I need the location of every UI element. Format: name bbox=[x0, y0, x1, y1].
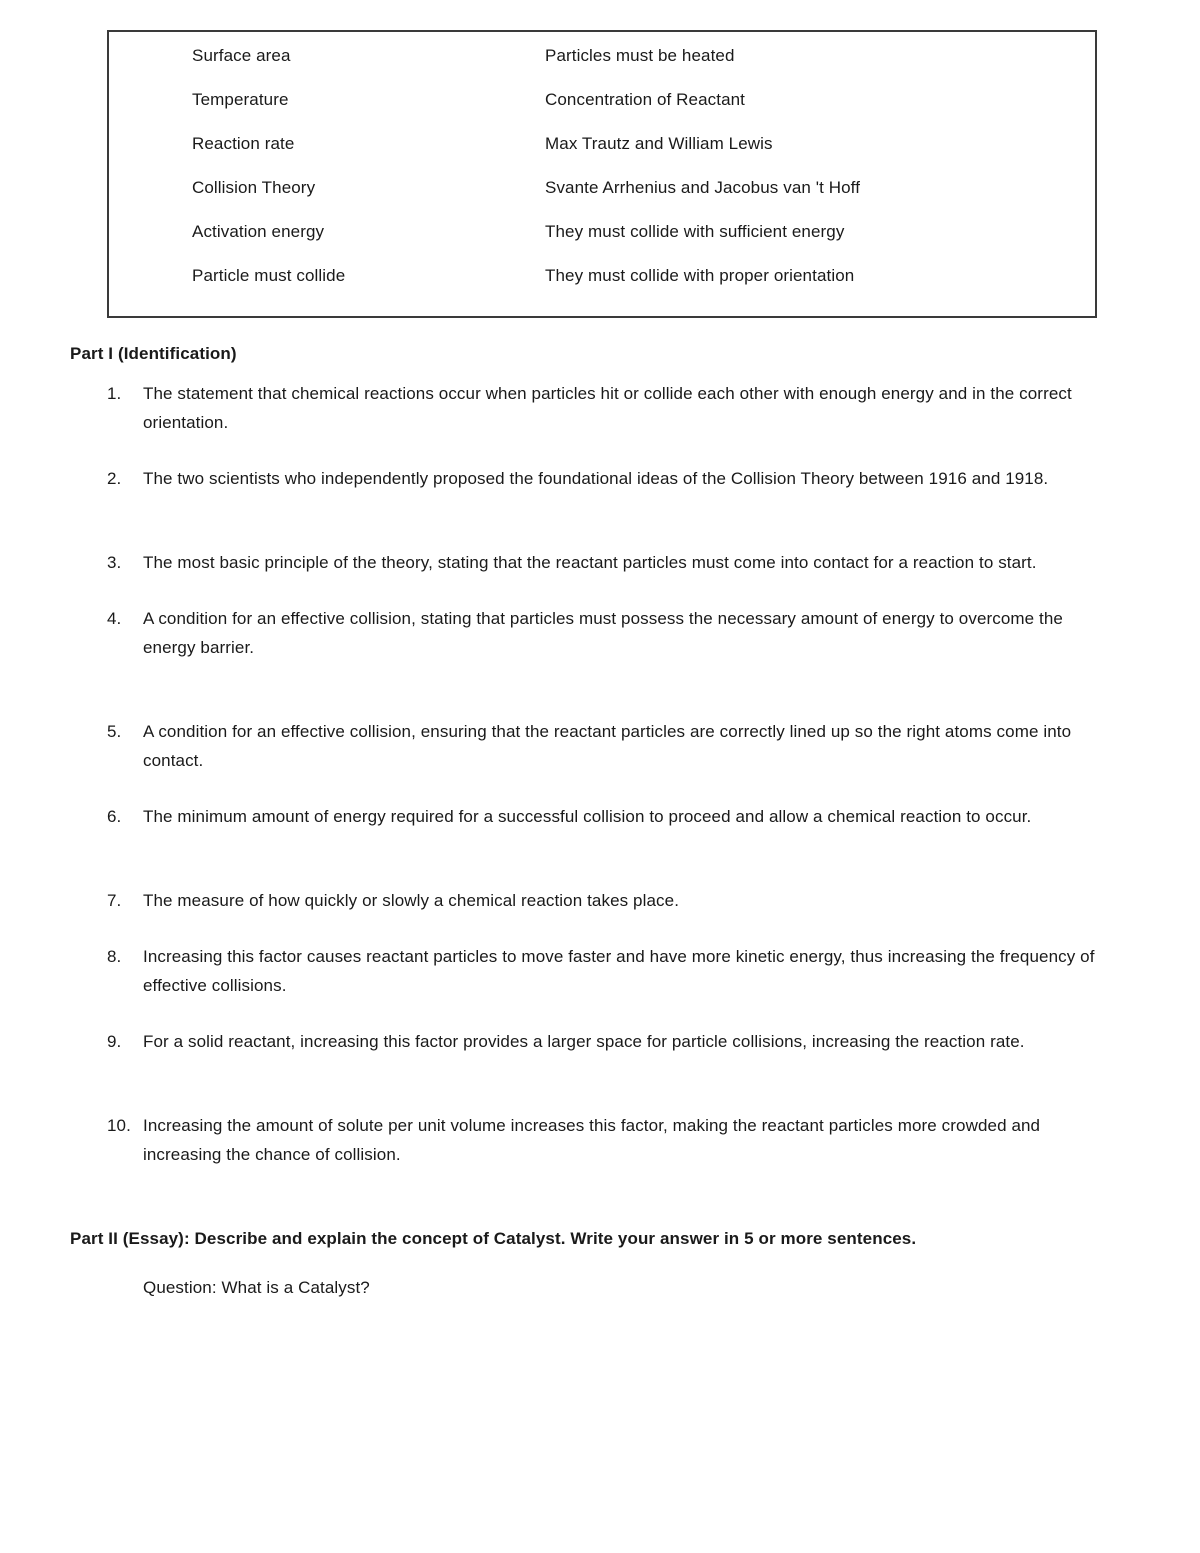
question-number: 8. bbox=[107, 947, 122, 966]
question-text: The measure of how quickly or slowly a chemical reaction takes place. bbox=[143, 891, 680, 910]
question-number: 10. bbox=[107, 1116, 131, 1135]
word-bank-item: Particle must collide bbox=[192, 266, 346, 285]
word-bank-row bbox=[109, 34, 1095, 78]
word-bank-item: They must collide with sufficient energy bbox=[545, 222, 845, 241]
word-bank-item: Surface area bbox=[192, 46, 291, 65]
question-item-5 bbox=[107, 717, 1117, 775]
question-text: Increasing this factor causes reactant particles to move faster and have more kinetic energy, thus increasing the frequency of effective collisions. bbox=[143, 947, 1095, 995]
question-item-3 bbox=[107, 548, 1117, 577]
word-bank-item: Concentration of Reactant bbox=[545, 90, 746, 109]
question-text: The statement that chemical reactions occur when particles hit or collide each other with enough energy and in the correct orientation. bbox=[143, 384, 1072, 432]
question-number: 1. bbox=[107, 384, 122, 403]
word-bank-item: Svante Arrhenius and Jacobus van 't Hoff bbox=[545, 178, 861, 197]
question-number: 7. bbox=[107, 891, 122, 910]
word-bank-item: Max Trautz and William Lewis bbox=[545, 134, 773, 153]
word-bank-row bbox=[109, 122, 1095, 166]
question-item-7 bbox=[107, 886, 1117, 915]
word-bank-row bbox=[109, 254, 1095, 298]
word-bank-item: They must collide with proper orientation bbox=[545, 266, 855, 285]
question-text: For a solid reactant, increasing this factor provides a larger space for particle collisions, increasing the reaction rate. bbox=[143, 1032, 1025, 1051]
part2-heading: Part II (Essay): Describe and explain the concept of Catalyst. Write your answer in 5 or more sentences. bbox=[70, 1229, 917, 1248]
question-text: Increasing the amount of solute per unit volume increases this factor, making the reactant particles more crowded and increasing the chance of collision. bbox=[143, 1116, 1041, 1164]
question-number: 4. bbox=[107, 609, 122, 628]
question-item-10 bbox=[107, 1111, 1117, 1169]
question-item-6 bbox=[107, 802, 1117, 831]
essay-question: Question: What is a Catalyst? bbox=[143, 1278, 370, 1297]
word-bank-item: Reaction rate bbox=[192, 134, 295, 153]
word-bank-item: Temperature bbox=[192, 90, 289, 109]
question-number: 9. bbox=[107, 1032, 122, 1051]
word-bank-row bbox=[109, 78, 1095, 122]
part1-heading: Part I (Identification) bbox=[70, 344, 237, 363]
word-bank-item: Particles must be heated bbox=[545, 46, 735, 65]
question-item-1 bbox=[107, 379, 1117, 437]
word-bank-row bbox=[109, 166, 1095, 210]
question-item-4 bbox=[107, 604, 1117, 662]
question-number: 5. bbox=[107, 722, 122, 741]
question-item-8 bbox=[107, 942, 1117, 1000]
question-number: 3. bbox=[107, 553, 122, 572]
question-number: 2. bbox=[107, 469, 122, 488]
question-list bbox=[107, 379, 1117, 1169]
word-bank-item: Collision Theory bbox=[192, 178, 316, 197]
question-text: A condition for an effective collision, stating that particles must possess the necessary amount of energy to overcome the energy barrier. bbox=[143, 609, 1063, 657]
question-text: The most basic principle of the theory, stating that the reactant particles must come into contact for a reaction to start. bbox=[143, 553, 1037, 572]
question-number: 6. bbox=[107, 807, 122, 826]
question-item-9 bbox=[107, 1027, 1117, 1056]
question-text: A condition for an effective collision, ensuring that the reactant particles are correctly lined up so the right atoms come into contact. bbox=[143, 722, 1072, 770]
question-item-2 bbox=[107, 464, 1117, 493]
word-bank-box bbox=[107, 30, 1097, 318]
question-text: The two scientists who independently proposed the foundational ideas of the Collision Theory between 1916 and 1918. bbox=[143, 469, 1049, 488]
question-text: The minimum amount of energy required for a successful collision to proceed and allow a chemical reaction to occur. bbox=[143, 807, 1032, 826]
word-bank-item: Activation energy bbox=[192, 222, 325, 241]
word-bank-row bbox=[109, 210, 1095, 254]
